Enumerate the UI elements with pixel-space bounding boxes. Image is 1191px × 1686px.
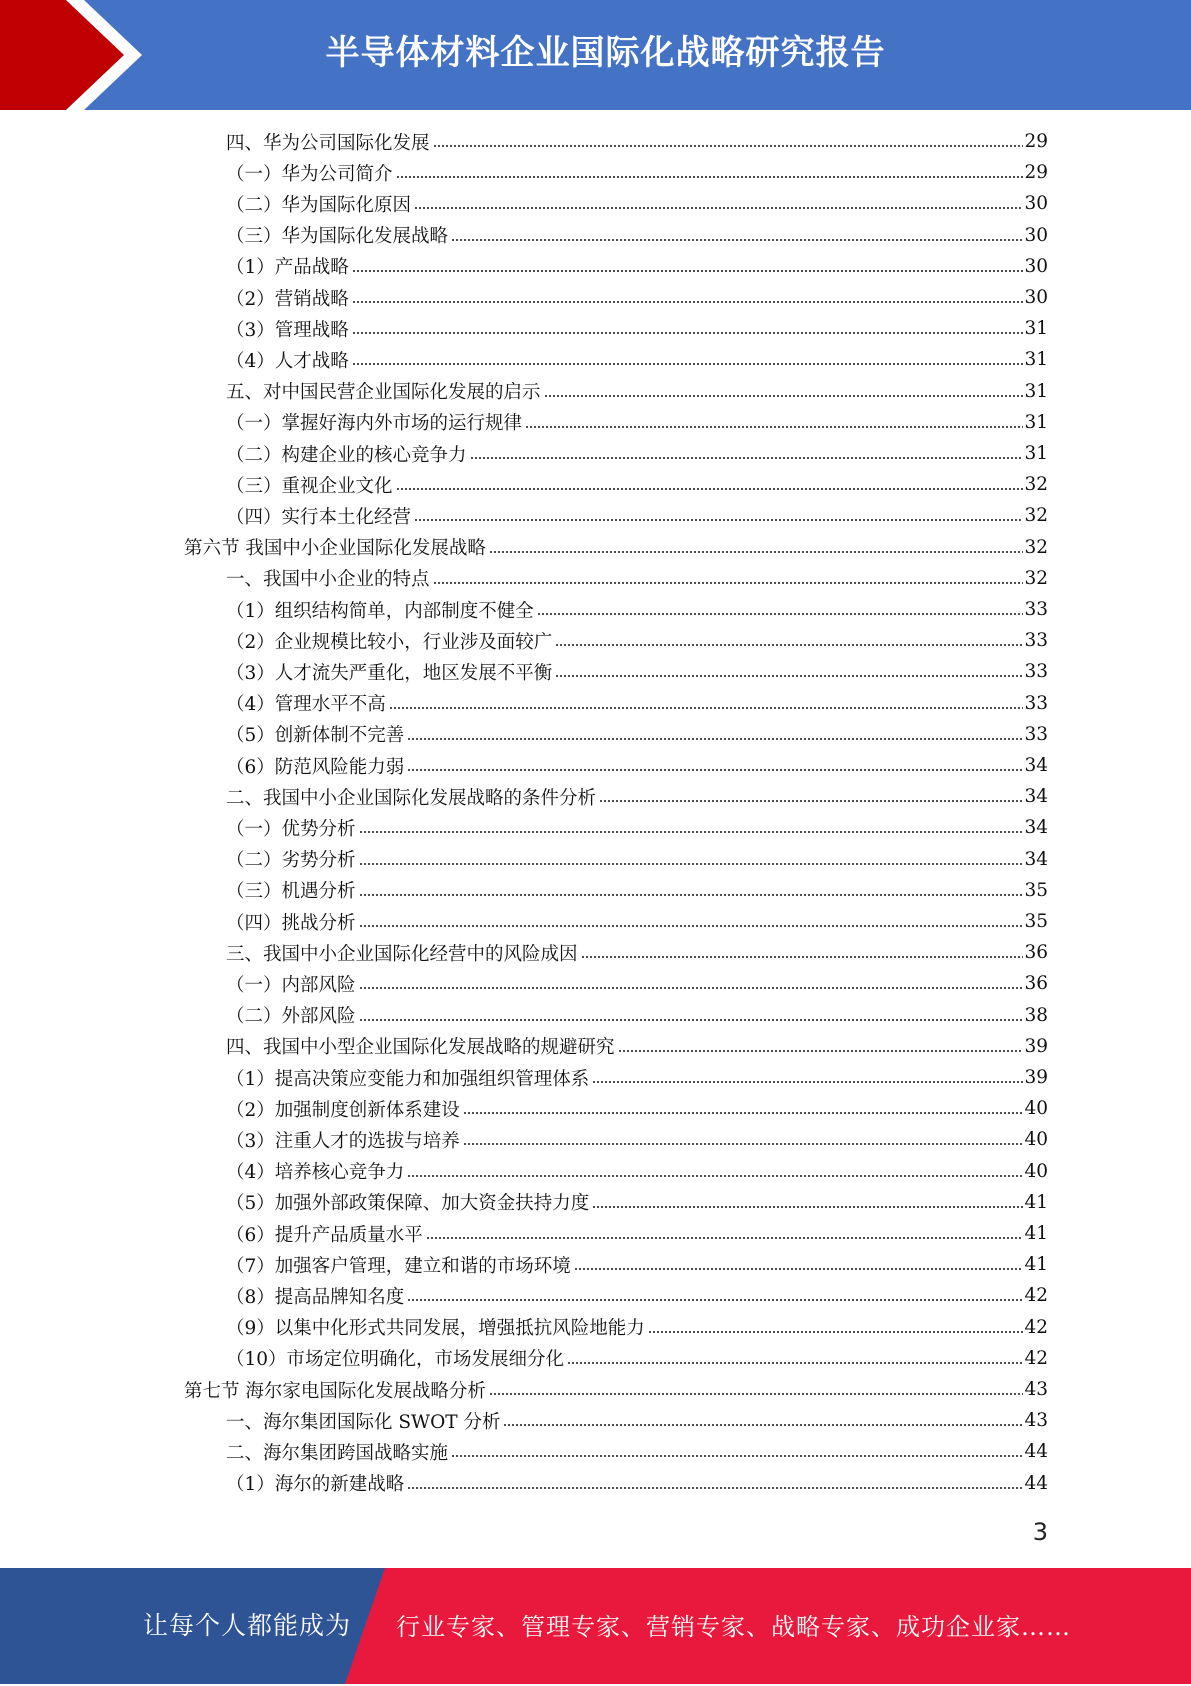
footer-slogan-right: 行业专家、管理专家、营销专家、战略专家、成功企业家…… [396, 1613, 1071, 1641]
toc-entry-title: （一）优势分析 [226, 818, 356, 840]
toc-entry-page: 39 [1024, 1067, 1048, 1088]
toc-dot-leader [407, 1174, 1023, 1178]
toc-entry-page: 42 [1024, 1347, 1048, 1369]
toc-entry[interactable] [226, 750, 1048, 781]
toc-entry[interactable] [226, 1280, 1048, 1311]
toc-dot-leader [352, 362, 1024, 366]
toc-entry[interactable] [226, 469, 1048, 500]
toc-entry[interactable] [184, 1374, 1048, 1405]
toc-entry[interactable] [226, 1031, 1048, 1062]
toc-entry[interactable] [226, 625, 1048, 656]
toc-dot-leader [389, 706, 1024, 710]
toc-dot-leader [599, 799, 1023, 803]
toc-entry-page: 33 [1024, 599, 1048, 620]
toc-entry-page: 32 [1024, 474, 1048, 496]
toc-dot-leader [537, 612, 1024, 616]
toc-dot-leader [574, 1267, 1024, 1271]
toc-entry-page: 31 [1024, 380, 1048, 402]
toc-dot-leader [544, 394, 1024, 398]
toc-entry-title: （2）企业规模比较小，行业涉及面较广 [226, 631, 553, 653]
toc-dot-leader [396, 175, 1024, 179]
toc-entry-title: （二）华为国际化原因 [226, 194, 412, 216]
toc-entry-title: （一）内部风险 [226, 974, 356, 996]
toc-entry-page: 36 [1024, 942, 1048, 964]
toc-entry-page: 40 [1024, 1098, 1048, 1120]
toc-entry-title: （4）管理水平不高 [226, 694, 386, 716]
toc-entry[interactable] [226, 438, 1048, 469]
toc-entry[interactable] [226, 656, 1048, 687]
toc-dot-leader [433, 581, 1024, 585]
page-footer [0, 1568, 1191, 1684]
toc-entry-title: （1）产品战略 [226, 257, 349, 279]
toc-dot-leader [581, 955, 1024, 959]
toc-entry[interactable] [226, 251, 1048, 282]
toc-entry[interactable] [226, 1218, 1048, 1249]
toc-dot-leader [433, 144, 1024, 148]
toc-entry[interactable] [226, 875, 1048, 906]
toc-dot-leader [470, 456, 1024, 460]
toc-dot-leader [414, 206, 1023, 210]
toc-entry[interactable] [226, 282, 1048, 313]
toc-entry-page: 33 [1024, 630, 1048, 652]
toc-entry-title: （1）海尔的新建战略 [226, 1474, 405, 1496]
toc-entry-page: 31 [1024, 443, 1048, 464]
toc-entry[interactable] [226, 1312, 1048, 1343]
toc-dot-leader [407, 1298, 1023, 1302]
toc-entry-title: 一、海尔集团国际化 SWOT 分析 [226, 1411, 501, 1433]
toc-entry-page: 33 [1024, 661, 1048, 683]
toc-entry-page: 31 [1024, 411, 1048, 433]
toc-entry-page: 44 [1024, 1441, 1048, 1463]
toc-entry[interactable] [226, 1436, 1048, 1467]
toc-entry-page: 40 [1024, 1129, 1048, 1151]
toc-entry-title: （4）人才战略 [226, 350, 349, 372]
toc-dot-leader [503, 1423, 1023, 1427]
toc-entry-page: 31 [1024, 318, 1048, 340]
toc-entry-page: 32 [1024, 567, 1048, 589]
toc-entry-title: 四、华为公司国际化发展 [226, 132, 430, 154]
toc-entry-page: 32 [1024, 505, 1048, 527]
toc-entry[interactable] [226, 844, 1048, 875]
toc-entry[interactable] [226, 1468, 1048, 1499]
toc-entry-page: 34 [1024, 755, 1048, 776]
toc-dot-leader [567, 1361, 1023, 1365]
toc-entry[interactable] [226, 1187, 1048, 1218]
toc-entry-page: 29 [1024, 162, 1048, 184]
toc-entry-title: （一）华为公司简介 [226, 163, 393, 185]
toc-dot-leader [463, 1111, 1024, 1115]
toc-entry-page: 30 [1024, 255, 1048, 277]
toc-entry-page: 41 [1024, 1223, 1048, 1244]
toc-entry[interactable] [226, 594, 1048, 625]
toc-entry[interactable] [226, 688, 1048, 719]
page-number: 3 [1032, 1518, 1048, 1546]
toc-dot-leader [592, 1080, 1023, 1084]
toc-entry[interactable] [226, 719, 1048, 750]
toc-dot-leader [555, 674, 1023, 678]
toc-entry-page: 36 [1024, 973, 1048, 995]
toc-dot-leader [359, 893, 1024, 897]
toc-entry-title: （三）华为国际化发展战略 [226, 226, 449, 248]
toc-dot-leader [359, 862, 1024, 866]
toc-entry[interactable] [226, 376, 1048, 407]
toc-entry-page: 33 [1024, 692, 1048, 714]
toc-entry[interactable] [184, 532, 1048, 563]
toc-dot-leader [414, 518, 1023, 522]
toc-dot-leader [426, 1236, 1024, 1240]
toc-dot-leader [396, 487, 1024, 491]
toc-entry-title: （5）加强外部政策保障、加大资金扶持力度 [226, 1193, 590, 1215]
toc-dot-leader [592, 1205, 1023, 1209]
toc-entry-title: 二、海尔集团跨国战略实施 [226, 1442, 449, 1464]
toc-entry-page: 42 [1024, 1316, 1048, 1338]
toc-entry[interactable] [226, 313, 1048, 344]
toc-entry[interactable] [226, 563, 1048, 594]
toc-dot-leader [555, 643, 1023, 647]
toc-entry[interactable] [226, 407, 1048, 438]
toc-entry[interactable] [226, 500, 1048, 531]
toc-entry-page: 33 [1024, 723, 1048, 745]
toc-entry-title: （7）加强客户管理，建立和谐的市场环境 [226, 1255, 571, 1277]
toc-entry[interactable] [226, 1062, 1048, 1093]
page-header [0, 0, 1191, 110]
toc-entry-title: （5）创新体制不完善 [226, 725, 405, 747]
toc-entry-title: （6）提升产品质量水平 [226, 1224, 423, 1246]
toc-entry-title: （三）机遇分析 [226, 881, 356, 903]
toc-entry-title: 第七节 海尔家电国际化发展战略分析 [184, 1380, 486, 1402]
toc-entry-page: 34 [1024, 848, 1048, 870]
toc-entry[interactable] [226, 968, 1048, 999]
toc-entry-page: 43 [1024, 1379, 1048, 1400]
toc-dot-leader [359, 986, 1024, 990]
toc-entry-title: 第六节 我国中小企业国际化发展战略 [184, 538, 486, 560]
toc-entry[interactable] [226, 188, 1048, 219]
toc-entry-page: 43 [1024, 1410, 1048, 1432]
toc-entry[interactable] [226, 1124, 1048, 1155]
toc-entry-title: （1）组织结构简单，内部制度不健全 [226, 600, 534, 622]
toc-dot-leader [352, 331, 1024, 335]
toc-entry[interactable] [226, 812, 1048, 843]
toc-entry-title: （一）掌握好海内外市场的运行规律 [226, 413, 523, 435]
toc-entry-page: 38 [1024, 1004, 1048, 1026]
toc-entry[interactable] [226, 1156, 1048, 1187]
toc-entry-title: （2）加强制度创新体系建设 [226, 1099, 460, 1121]
toc-entry[interactable] [226, 1405, 1048, 1436]
header-title: 半导体材料企业国际化战略研究报告 [325, 33, 886, 73]
toc-entry-title: （二）劣势分析 [226, 850, 356, 872]
toc-entry-title: （二）外部风险 [226, 1006, 356, 1028]
toc-entry-title: （10）市场定位明确化，市场发展细分化 [226, 1349, 565, 1371]
toc-entry-page: 41 [1024, 1191, 1048, 1213]
toc-entry-page: 34 [1024, 817, 1048, 839]
toc-entry-title: 三、我国中小企业国际化经营中的风险成因 [226, 943, 578, 965]
toc-entry-title: 二、我国中小企业国际化发展战略的条件分析 [226, 787, 597, 809]
toc-dot-leader [352, 300, 1024, 304]
toc-entry[interactable] [226, 937, 1048, 968]
toc-entry-title: （二）构建企业的核心竞争力 [226, 444, 467, 466]
toc-entry-page: 30 [1024, 287, 1048, 308]
toc-entry[interactable] [226, 1000, 1048, 1031]
toc-entry-title: （3）管理战略 [226, 319, 349, 341]
toc-dot-leader [451, 1454, 1023, 1458]
toc-dot-leader [489, 550, 1024, 554]
toc-dot-leader [359, 830, 1024, 834]
toc-dot-leader [451, 238, 1023, 242]
toc-entry-title: （3）人才流失严重化，地区发展不平衡 [226, 662, 553, 684]
toc-entry-page: 32 [1024, 536, 1048, 558]
toc-dot-leader [359, 1018, 1024, 1022]
toc-entry-page: 29 [1024, 131, 1048, 152]
toc-entry-title: （1）提高决策应变能力和加强组织管理体系 [226, 1068, 590, 1090]
toc-entry-title: （2）营销战略 [226, 288, 349, 310]
toc-dot-leader [463, 1142, 1024, 1146]
toc-dot-leader [359, 924, 1024, 928]
toc-entry[interactable] [226, 157, 1048, 188]
toc-entry-title: （6）防范风险能力弱 [226, 756, 405, 778]
toc-dot-leader [407, 1486, 1023, 1490]
toc-dot-leader [407, 768, 1023, 772]
toc-entry-page: 35 [1024, 911, 1048, 932]
toc-entry-title: （四）挑战分析 [226, 912, 356, 934]
toc-entry-page: 39 [1024, 1035, 1048, 1057]
toc-entry[interactable] [226, 220, 1048, 251]
toc-entry-page: 30 [1024, 193, 1048, 215]
toc-entry[interactable] [226, 781, 1048, 812]
toc-entry-title: （8）提高品牌知名度 [226, 1286, 405, 1308]
toc-entry-page: 40 [1024, 1160, 1048, 1182]
toc-entry-page: 41 [1024, 1254, 1048, 1276]
toc-entry-page: 31 [1024, 349, 1048, 371]
toc-entry-page: 34 [1024, 786, 1048, 808]
toc-dot-leader [407, 737, 1023, 741]
toc-entry-page: 42 [1024, 1285, 1048, 1307]
toc-entry[interactable] [226, 906, 1048, 937]
toc-entry[interactable] [226, 1343, 1048, 1374]
toc-entry-title: （3）注重人才的选拔与培养 [226, 1130, 460, 1152]
toc-entry-title: 四、我国中小型企业国际化发展战略的规避研究 [226, 1037, 615, 1059]
toc-entry-page: 44 [1024, 1472, 1048, 1494]
toc-dot-leader [618, 1049, 1024, 1053]
toc-entry-title: 一、我国中小企业的特点 [226, 569, 430, 591]
toc-entry[interactable] [226, 1249, 1048, 1280]
toc-entry-page: 35 [1024, 879, 1048, 901]
toc-entry[interactable] [226, 344, 1048, 375]
toc-entry-page: 30 [1024, 224, 1048, 246]
toc-dot-leader [525, 425, 1023, 429]
toc-entry[interactable] [226, 126, 1048, 157]
toc-entry-title: （4）培养核心竞争力 [226, 1162, 405, 1184]
toc-entry-title: 五、对中国民营企业国际化发展的启示 [226, 382, 541, 404]
toc-dot-leader [648, 1330, 1024, 1334]
footer-slogan-left: 让每个人都能成为 [143, 1611, 352, 1640]
toc-entry-title: （三）重视企业文化 [226, 475, 393, 497]
toc-entry-title: （9）以集中化形式共同发展，增强抵抗风险地能力 [226, 1318, 645, 1340]
toc-dot-leader [352, 269, 1024, 273]
toc-entry[interactable] [226, 1093, 1048, 1124]
toc-entry-title: （四）实行本土化经营 [226, 506, 412, 528]
toc-dot-leader [489, 1392, 1024, 1396]
